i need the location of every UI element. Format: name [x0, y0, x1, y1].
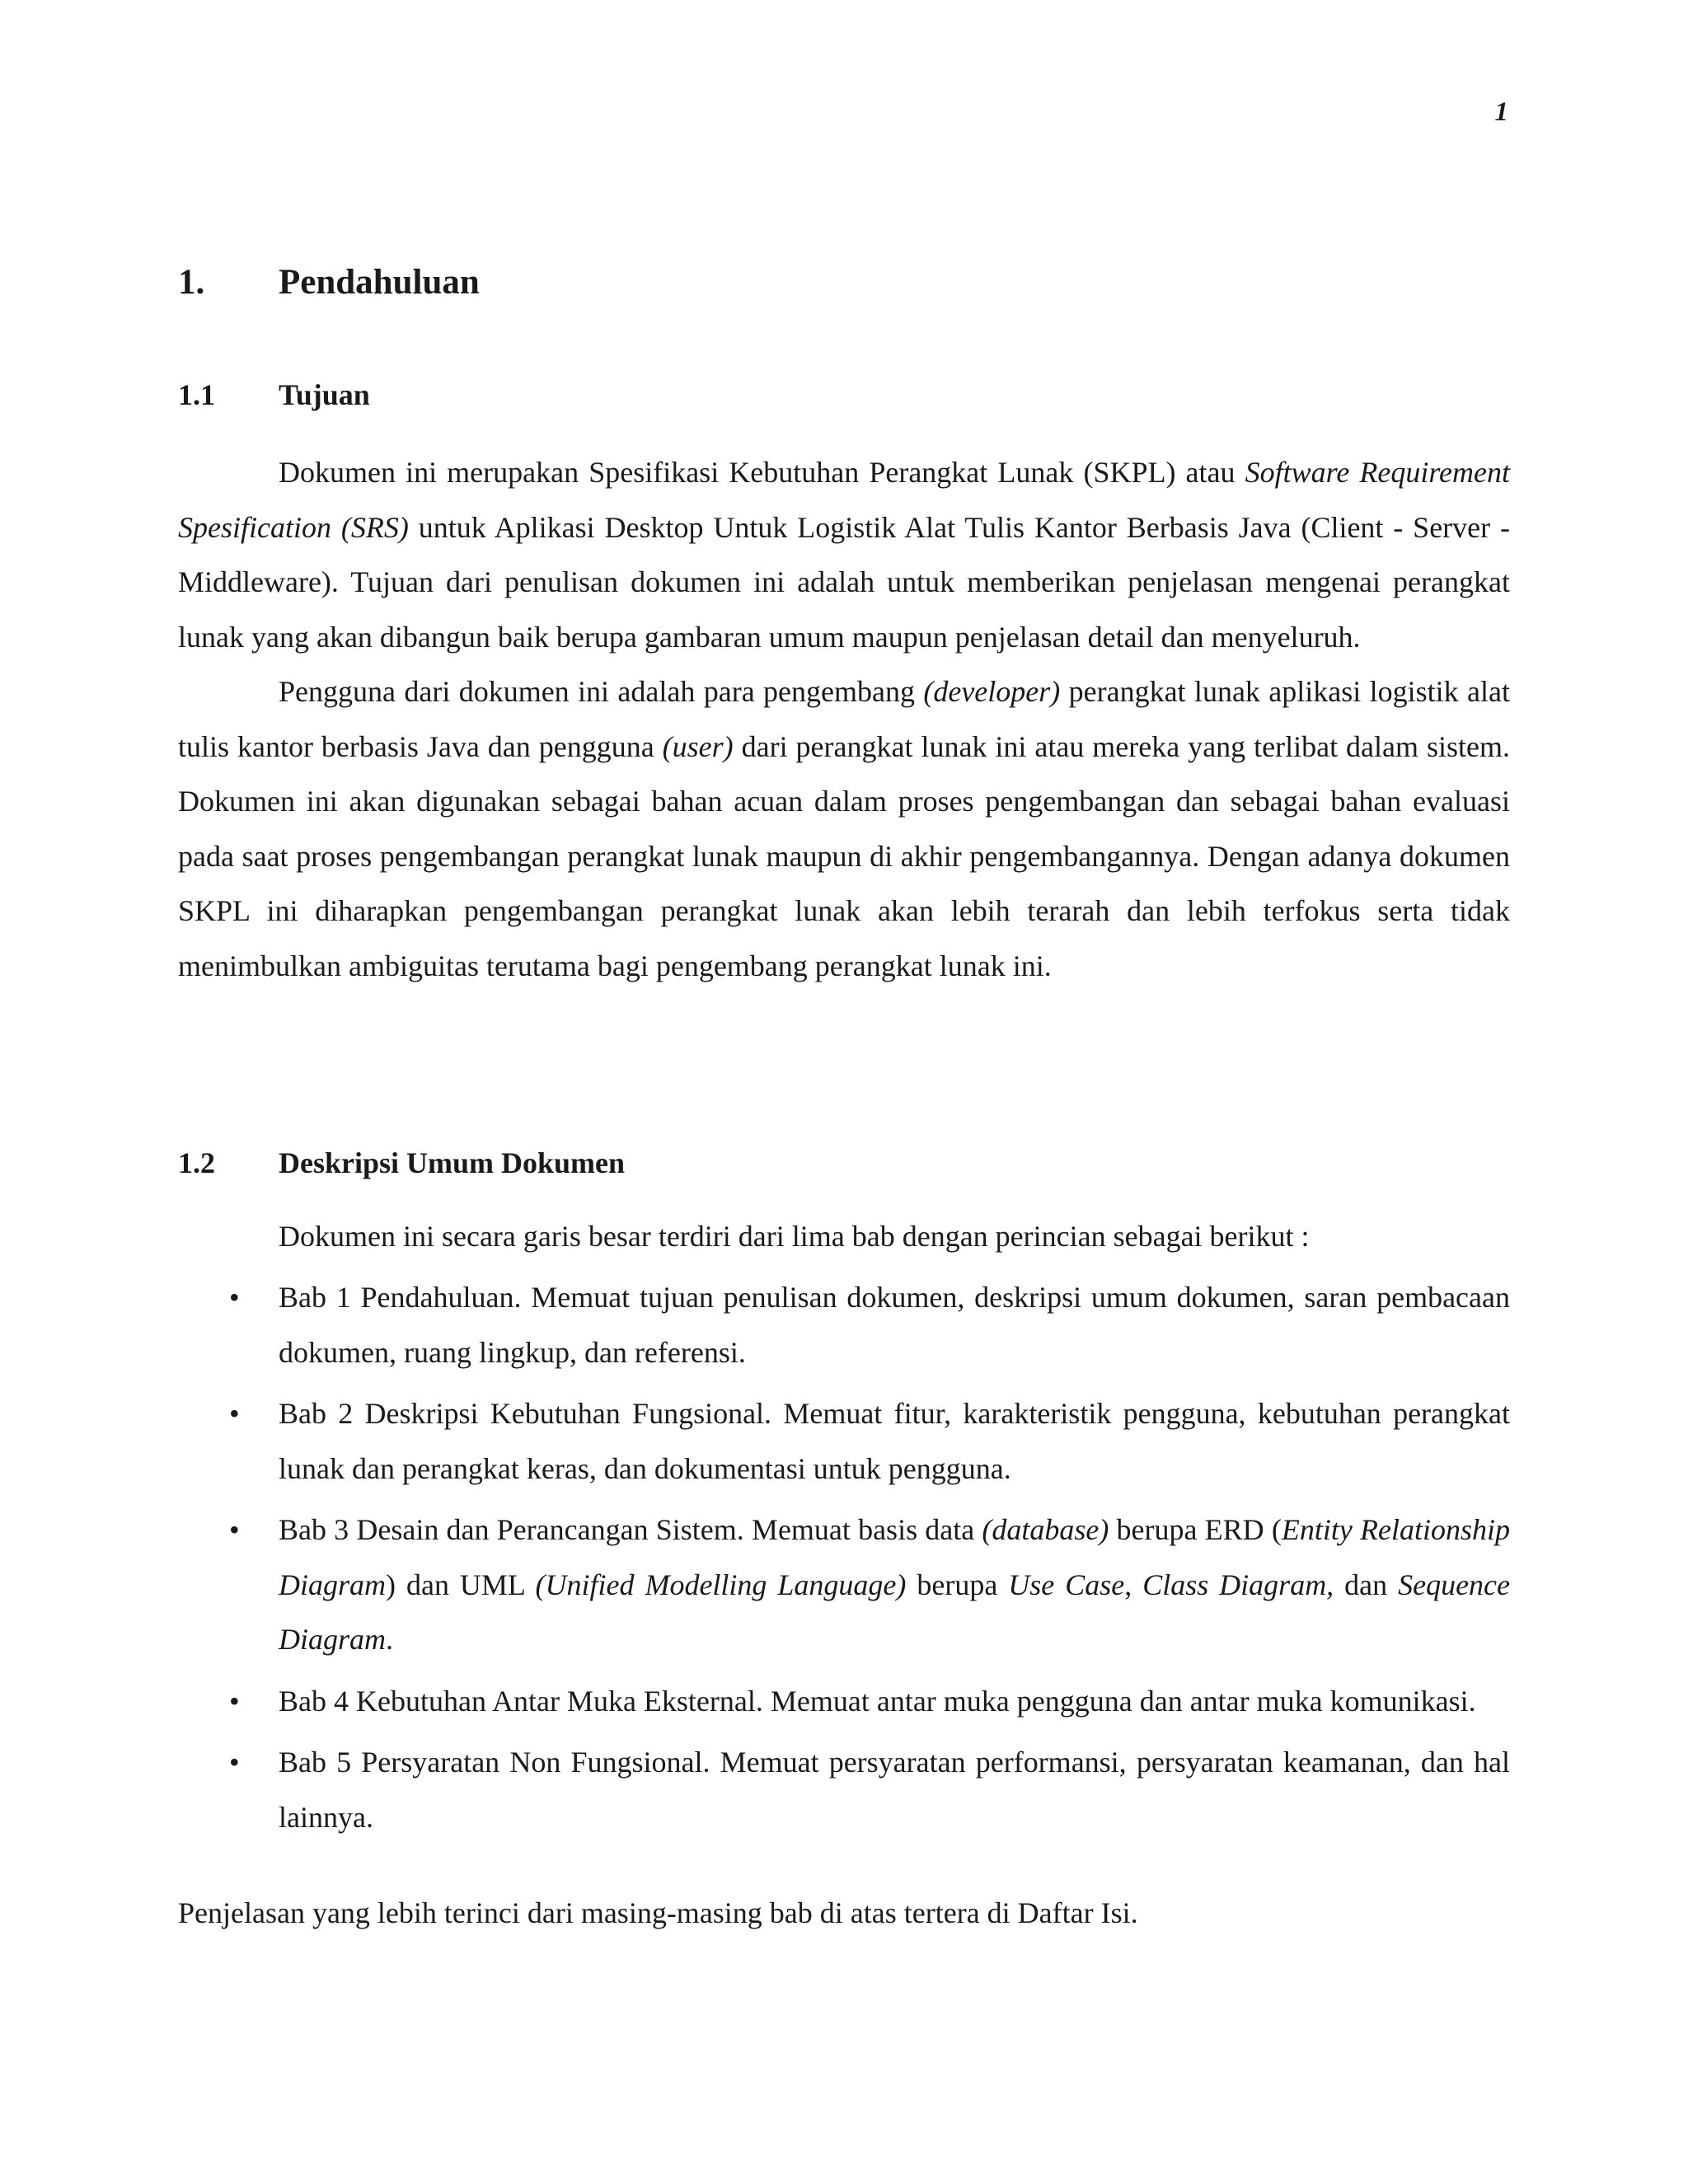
italic-run: Use Case	[1008, 1568, 1125, 1601]
section-number: 1.	[178, 263, 205, 302]
bullet-icon: •	[229, 1397, 240, 1430]
subsection-title: Tujuan	[279, 378, 370, 411]
italic-run: Software Requirement Spesification (SRS)	[178, 456, 1510, 544]
section-title: Pendahuluan	[279, 263, 480, 302]
list-item-text: Bab 5 Persyaratan Non Fungsional. Memuat persyaratan performansi, persyaratan keamanan, dan hal lainnya.	[279, 1746, 1510, 1834]
page-number: 1	[1494, 97, 1508, 127]
text-run: berupa ERD (	[1109, 1513, 1282, 1546]
list-item-text	[279, 1513, 1510, 1656]
text-run: dari perangkat lunak ini atau mereka yang terlibat dalam sistem. Dokumen ini akan digunakan sebagai bahan acuan dalam proses pengembangan dan sebagai bahan evaluasi pada saat proses pengembangan perangkat lunak maupun di akhir pengembangannya. Dengan adanya dokumen SKPL ini diharapkan pengembangan perangkat lunak akan lebih terarah dan lebih terfokus serta tidak menimbulkan ambiguitas terutama bagi pengembang perangkat lunak ini.	[178, 729, 1510, 982]
subsection-number: 1.1	[178, 378, 215, 411]
tujuan-paragraph-2	[178, 664, 1510, 993]
bullet-icon: •	[229, 1684, 240, 1718]
italic-run: (user)	[662, 729, 734, 763]
list-item-text: Bab 1 Pendahuluan. Memuat tujuan penulisan dokumen, deskripsi umum dokumen, saran pembacaan dokumen, ruang lingkup, dan referensi.	[279, 1281, 1510, 1369]
list-item-bab-1	[178, 1270, 1510, 1380]
text-run: perangkat lunak aplikasi logistik alat tulis kantor berbasis Java dan pengguna	[178, 675, 1510, 763]
text-run: ,	[1124, 1568, 1143, 1601]
list-item-bab-3	[178, 1502, 1510, 1667]
section-heading	[178, 262, 480, 302]
chapter-list	[178, 1270, 1510, 1851]
italic-run: Sequence Diagram	[279, 1568, 1511, 1656]
subsection-number: 1.2	[178, 1146, 215, 1179]
italic-run: (Unified Modelling Language)	[535, 1568, 907, 1601]
text-run: dan	[1334, 1568, 1399, 1601]
subsection-title: Deskripsi Umum Dokumen	[279, 1146, 626, 1179]
italic-run: Class Diagram,	[1142, 1568, 1334, 1601]
text-run: ) dan UML	[386, 1568, 536, 1601]
deskripsi-intro: Dokumen ini secara garis besar terdiri dari lima bab dengan perincian sebagai berikut :	[279, 1220, 1310, 1253]
list-item-text: Bab 4 Kebutuhan Antar Muka Eksternal. Memuat antar muka pengguna dan antar muka komunikasi.	[279, 1684, 1476, 1718]
text-run: .	[386, 1623, 394, 1656]
subsection-heading-tujuan	[178, 377, 370, 412]
italic-run: (database)	[982, 1513, 1109, 1546]
list-item-bab-2	[178, 1386, 1510, 1496]
list-item-text: Bab 2 Deskripsi Kebutuhan Fungsional. Memuat fitur, karakteristik pengguna, kebutuhan perangkat lunak dan perangkat keras, dan dokumentasi untuk pengguna.	[279, 1397, 1510, 1485]
bullet-icon: •	[229, 1281, 240, 1314]
list-item-bab-5	[178, 1735, 1510, 1844]
subsection-heading-deskripsi	[178, 1146, 625, 1180]
bullet-icon: •	[229, 1746, 240, 1779]
text-run: Pengguna dari dokumen ini adalah para pengembang	[279, 675, 924, 708]
closing-paragraph: Penjelasan yang lebih terinci dari masing-masing bab di atas tertera di Daftar Isi.	[178, 1896, 1138, 1929]
text-run: Bab 3 Desain dan Perancangan Sistem. Memuat basis data	[279, 1513, 982, 1546]
tujuan-paragraph-1	[178, 445, 1510, 664]
text-run: untuk Aplikasi Desktop Untuk Logistik Alat Tulis Kantor Berbasis Java (Client - Server - Middleware). Tujuan dari penulisan dokumen ini adalah untuk memberikan penjelasan mengenai perangkat lunak yang akan dibangun baik berupa gambaran umum maupun penjelasan detail dan menyeluruh.	[178, 510, 1510, 654]
list-item-bab-4	[178, 1674, 1510, 1729]
bullet-icon: •	[229, 1513, 240, 1546]
text-run: berupa	[906, 1568, 1009, 1601]
italic-run: Entity Relationship Diagram	[279, 1513, 1510, 1601]
tujuan-body	[178, 445, 1510, 993]
italic-run: (developer)	[923, 675, 1061, 708]
text-run: Dokumen ini merupakan Spesifikasi Kebutuhan Perangkat Lunak (SKPL) atau	[279, 456, 1245, 489]
